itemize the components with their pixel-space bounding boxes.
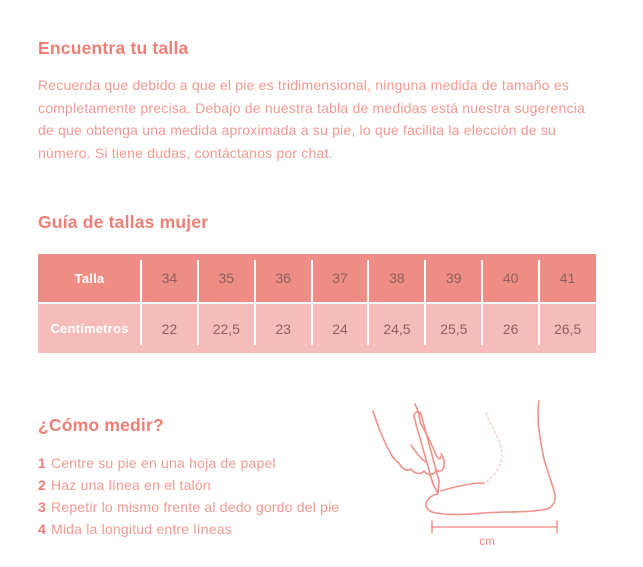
size-cell: 34: [161, 270, 178, 286]
step-number: 4: [38, 521, 46, 537]
measure-line: [432, 521, 557, 533]
cm-cell: 24: [332, 320, 348, 337]
size-cell: 40: [502, 270, 519, 286]
column-divider: [481, 260, 483, 345]
row-label-centimetros: Centímetros: [50, 321, 129, 336]
step-number: 3: [38, 499, 46, 515]
step-text: Centre su pie en una hoja de papel: [51, 455, 276, 471]
step-text: Repetir lo mismo frente al dedo gordo del pie: [51, 499, 340, 515]
page-title: Encuentra tu talla: [38, 38, 189, 58]
how-to-section: [38, 415, 605, 567]
cm-cell: 22: [161, 320, 178, 337]
cm-cell: 26,5: [553, 320, 582, 337]
cm-cell: 26: [502, 320, 519, 337]
step-item: [38, 496, 370, 518]
column-divider: [254, 260, 256, 345]
size-cell: 37: [332, 270, 348, 286]
column-divider: [140, 260, 142, 345]
foot-illustration: [426, 401, 555, 515]
size-cell: 36: [275, 270, 291, 286]
column-divider: [424, 260, 426, 345]
how-to-steps-list: [38, 452, 370, 540]
step-text: Mida la longitud entre líneas: [51, 521, 232, 537]
size-chart-table: [38, 254, 596, 353]
cm-cell: 22,5: [212, 320, 240, 337]
cm-cell: 23: [275, 320, 291, 337]
row-label-talla: Talla: [74, 270, 105, 286]
column-divider: [367, 260, 369, 345]
cm-unit-label: cm: [479, 536, 495, 548]
size-cell: 38: [389, 270, 405, 286]
step-text: Haz una línea en el talón: [51, 477, 211, 493]
size-cell: 35: [218, 270, 235, 286]
size-cell: 41: [559, 270, 576, 286]
step-item: [38, 474, 370, 496]
intro-text: Recuerda que debido a que el pie es tridimensional, ninguna medida de tamaño es completamente precisa. Debajo de nuestra tabla de medidas está nuestra sugerencia de que obtenga una medida aproximada a su pie, lo que facilita la elección de su número. Si tiene dudas, contáctanos por chat.: [38, 77, 585, 161]
column-divider: [538, 260, 540, 345]
step-number: 2: [38, 477, 46, 493]
column-divider: [311, 260, 313, 345]
step-item: [38, 518, 370, 540]
hand-illustration: [373, 404, 444, 475]
size-row: [38, 254, 596, 302]
step-number: 1: [38, 455, 46, 471]
cm-cell: 24,5: [383, 320, 411, 337]
how-to-title: ¿Cómo medir?: [38, 415, 164, 435]
foot-measure-svg: [370, 399, 605, 567]
cm-cell: 25,5: [440, 320, 468, 337]
step-item: [38, 452, 370, 474]
size-cell: 39: [446, 270, 462, 286]
how-to-steps-block: [38, 415, 370, 540]
size-chart-title: Guía de tallas mujer: [38, 212, 209, 232]
centimeters-row: [38, 304, 596, 353]
column-divider: [197, 260, 199, 345]
foot-measure-illustration: [370, 399, 605, 567]
